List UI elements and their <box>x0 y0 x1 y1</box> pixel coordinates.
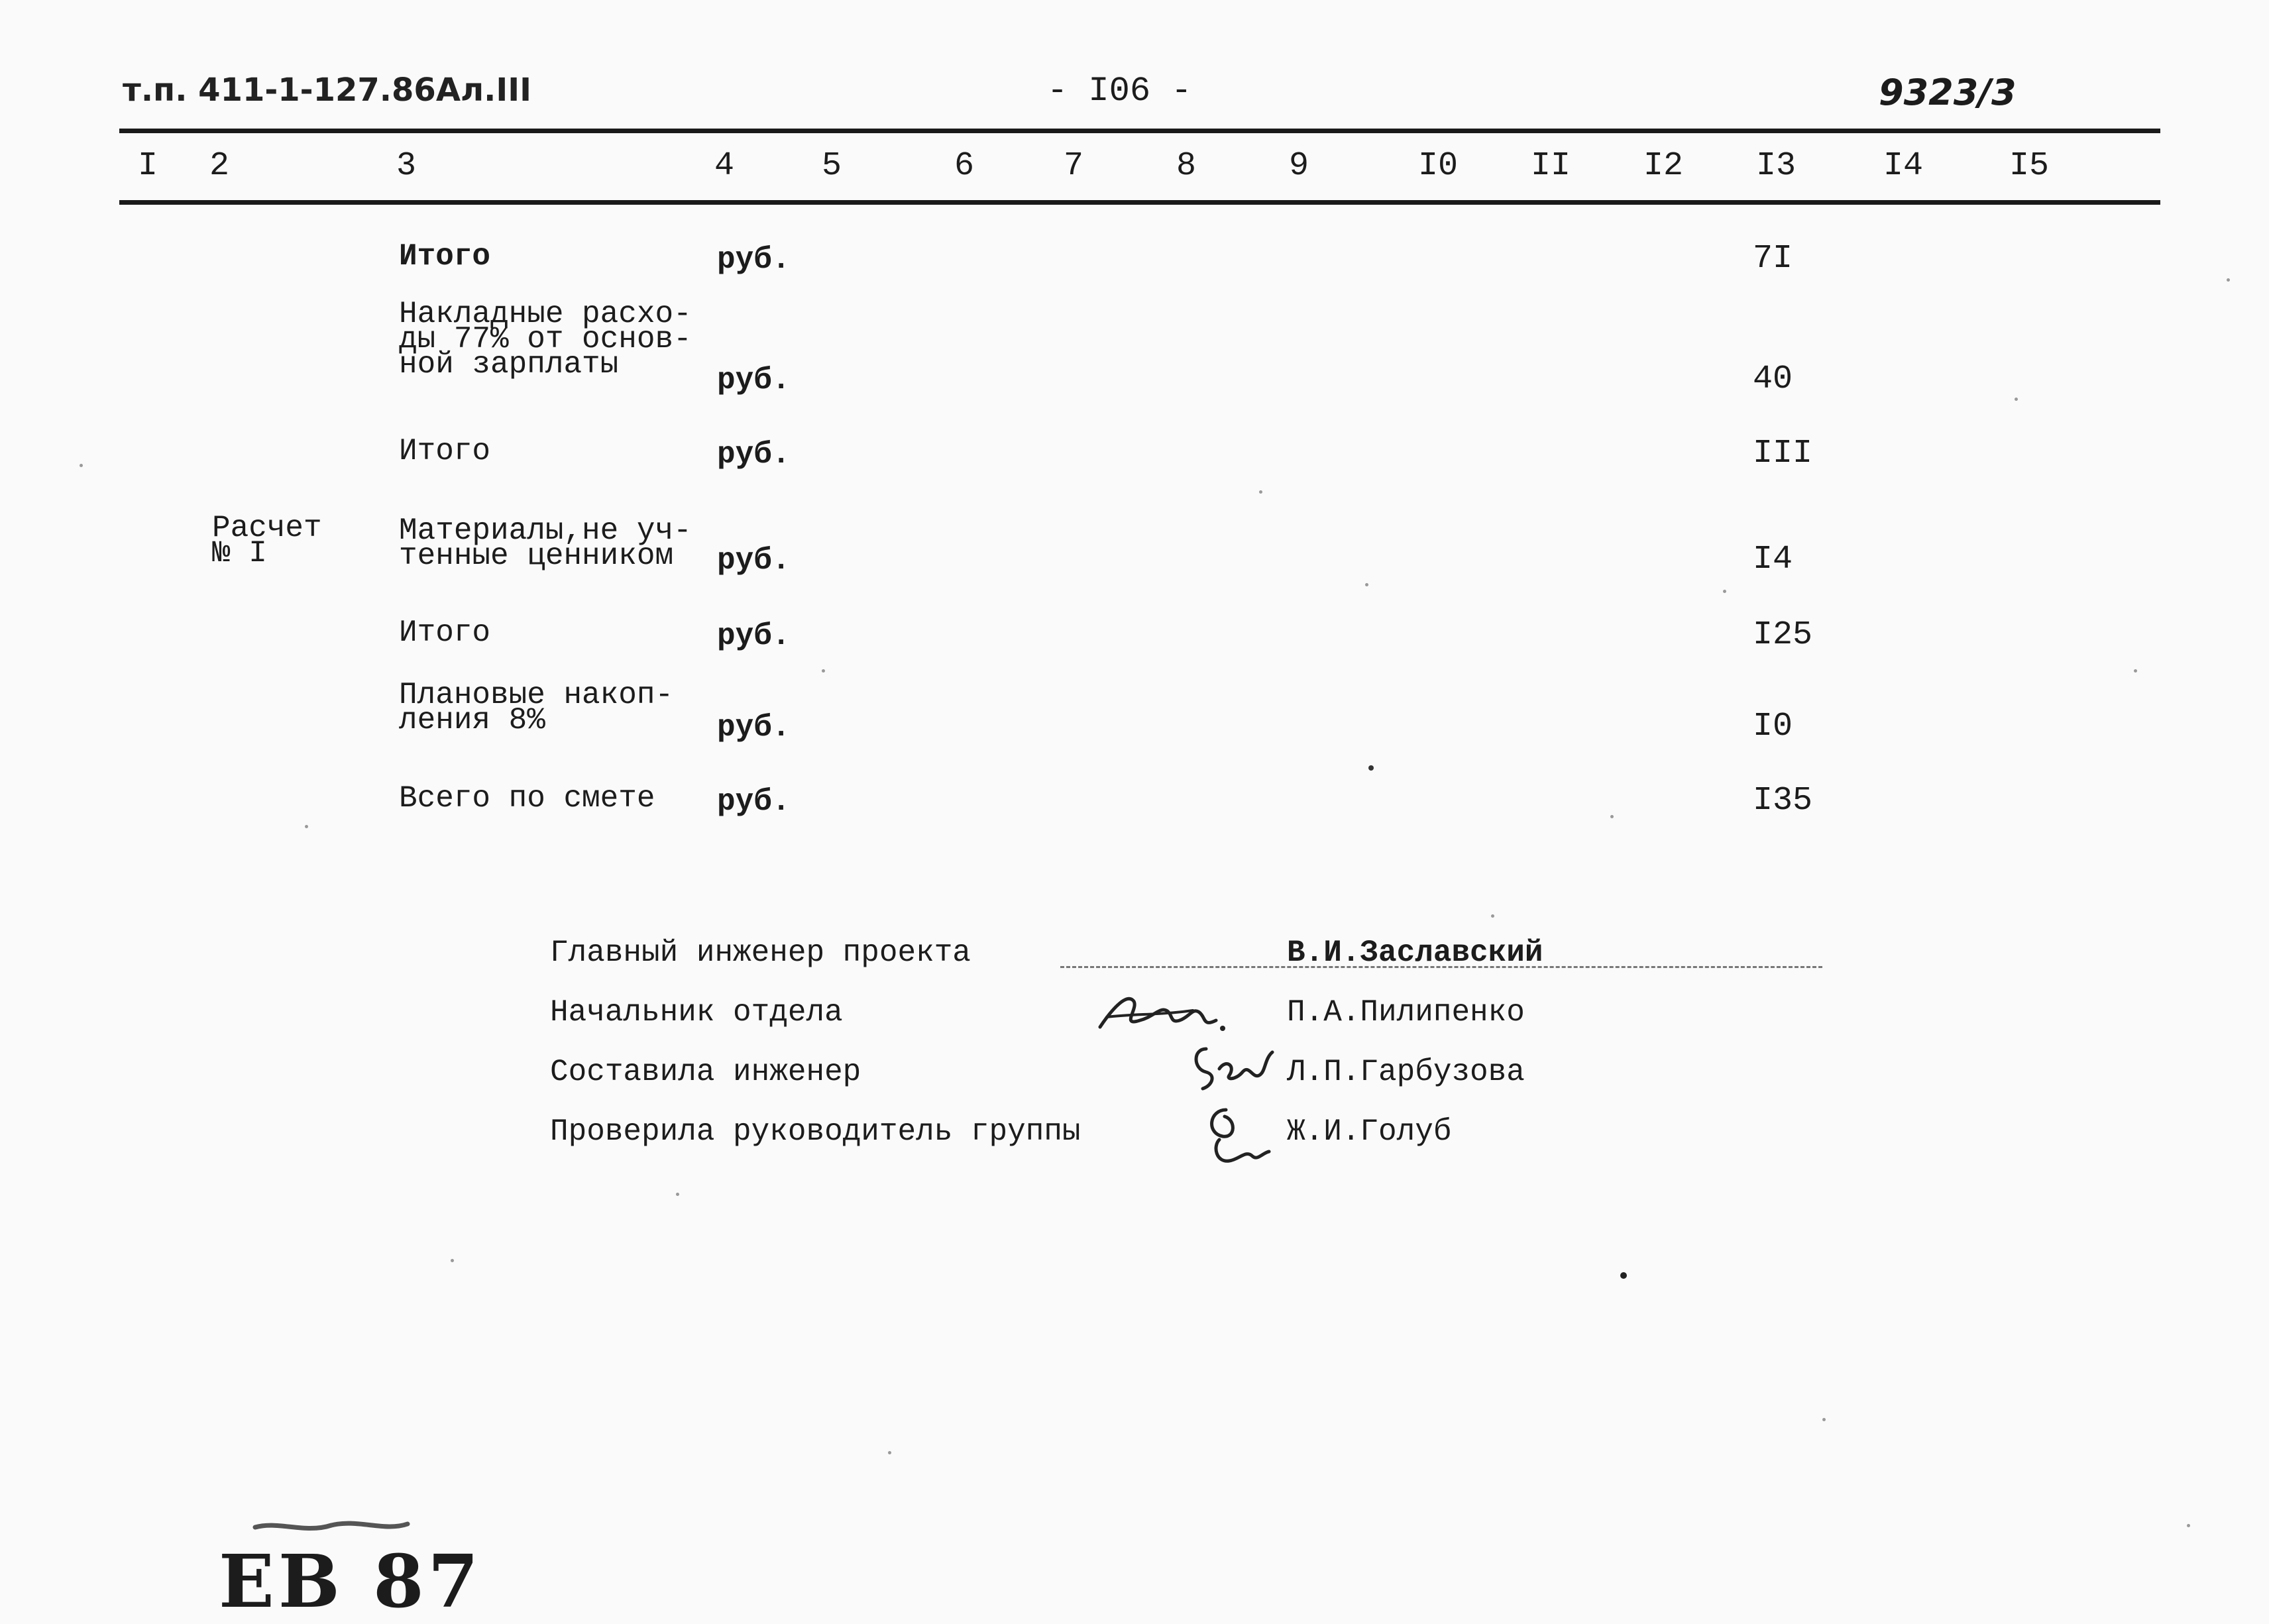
row-unit: руб. <box>717 243 791 277</box>
col-15: I5 <box>2009 147 2050 185</box>
col-4: 4 <box>714 147 735 185</box>
archive-number: 9323/3 <box>1879 72 2017 113</box>
row-description <box>399 616 491 650</box>
row-unit: руб. <box>717 437 791 472</box>
handwritten-signature-3 <box>1199 1100 1286 1173</box>
col-10: I0 <box>1418 147 1459 185</box>
row-total: 7I <box>1753 240 1793 278</box>
col-14: I4 <box>1883 147 1924 185</box>
description-line: Всего по смете <box>399 781 655 816</box>
row-unit: руб. <box>717 619 791 653</box>
row-unit: руб. <box>717 543 791 578</box>
section-label-line: № I <box>212 536 267 570</box>
section-label <box>212 511 322 570</box>
col-11: II <box>1531 147 1571 185</box>
signature-name: Ж.И.Голуб <box>1287 1114 1452 1149</box>
handwritten-signature-2 <box>1186 1039 1286 1099</box>
col-7: 7 <box>1064 147 1084 185</box>
row-unit: руб. <box>717 785 791 819</box>
section-label-line: Расчет <box>212 511 322 545</box>
signature-name: Л.П.Гарбузова <box>1287 1055 1525 1089</box>
signature-title: Составила инженер <box>550 1055 861 1089</box>
col-9: 9 <box>1289 147 1309 185</box>
col-3: 3 <box>396 147 417 185</box>
description-line: Итого <box>399 434 491 468</box>
col-12: I2 <box>1643 147 1684 185</box>
header-bottom-rule <box>119 200 2160 205</box>
signature-title: Главный инженер проекта <box>550 936 971 970</box>
stamp-smudge <box>252 1517 411 1537</box>
row-total: 40 <box>1753 360 1793 398</box>
signature-title: Начальник отдела <box>550 995 843 1030</box>
description-line: Плановые накоп- <box>399 678 674 712</box>
row-description <box>399 297 692 382</box>
description-line: ления 8% <box>399 703 545 737</box>
col-5: 5 <box>822 147 842 185</box>
row-description <box>399 514 692 573</box>
description-line: Накладные расхо- <box>399 297 692 331</box>
col-1: I <box>138 147 158 185</box>
row-unit: руб. <box>717 363 791 398</box>
signature-name: В.И.Заславский <box>1287 936 1543 970</box>
header-top-rule <box>119 129 2160 133</box>
description-line: тенные ценником <box>399 539 674 573</box>
col-2: 2 <box>209 147 230 185</box>
description-line: Итого <box>399 239 491 274</box>
description-line: ды 77% от основ- <box>399 322 692 356</box>
row-description <box>399 678 674 737</box>
signature-title: Проверила руководитель группы <box>550 1114 1081 1149</box>
row-unit: руб. <box>717 710 791 745</box>
col-6: 6 <box>954 147 975 185</box>
row-total: I25 <box>1753 616 1813 654</box>
handwritten-signature-1 <box>1093 981 1233 1040</box>
row-description <box>399 239 491 274</box>
signature-name: П.А.Пилипенко <box>1287 995 1525 1030</box>
archive-stamp: ЕВ 87 <box>219 1539 483 1624</box>
col-8: 8 <box>1176 147 1197 185</box>
row-description <box>399 434 491 468</box>
col-13: I3 <box>1756 147 1797 185</box>
row-description <box>399 781 655 816</box>
page-number: - I06 - <box>1047 72 1192 111</box>
row-total: III <box>1753 435 1813 472</box>
row-total: I35 <box>1753 782 1813 820</box>
description-line: Материалы,не уч- <box>399 514 692 548</box>
row-total: I4 <box>1753 541 1793 578</box>
document-code: т.п. 411-1-127.86Ал.III <box>123 72 531 109</box>
description-line: Итого <box>399 616 491 650</box>
description-line: ной зарплаты <box>399 347 619 382</box>
row-total: I0 <box>1753 708 1793 745</box>
